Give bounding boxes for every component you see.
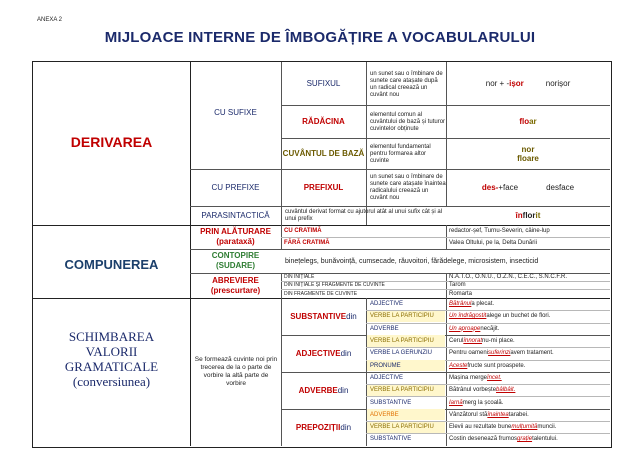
initials-fragments-example: Tarom [449, 282, 466, 288]
root-term: RĂDĂCINA [302, 117, 345, 126]
conversion-example-pre: Cerul [449, 338, 464, 345]
conversion-example-word: Un aproape [449, 325, 481, 332]
conversion-example-word: Iarnă [449, 399, 463, 406]
fragments-term: DIN FRAGMENTE DE CUVINTE [284, 290, 358, 297]
conversion-group-name: ADVERBE [298, 385, 338, 395]
parasynthetic-definition: cuvântul derivat format cu ajutorul atât al unui sufix cât și al unui prefix [285, 208, 443, 222]
conversion-example-post: necăjit. [480, 325, 500, 332]
suffix-example-base: nor + - [485, 79, 510, 88]
conversion-example-word: mulțumită [511, 424, 538, 431]
prefixes-label: CU PREFIXE [211, 183, 260, 192]
conversion-source: VERBE LA GERUNZIU [370, 350, 433, 357]
parasynthetic-example-suffix: it [535, 211, 541, 220]
annex-label: ANEXA 2 [37, 17, 63, 23]
root-definition: elementul comun al cuvântului de bază și tuturor cuvintelor obținute [370, 112, 446, 132]
conversion-example-pre: Costin desenează frumos [449, 436, 518, 443]
conversion-group-name: SUBSTANTIVE [290, 311, 347, 321]
column-divider [366, 62, 367, 225]
hyphen-term: CU CRATIMĂ [284, 228, 322, 234]
conversion-example [449, 421, 610, 433]
conversion-example-word: Bătrânul [449, 301, 472, 308]
conversion-example-post: avem tratament. [510, 350, 554, 357]
initials-example: N.A.T.O., O.N.U., O.Z.N., C.E.C., S.N.C.F.R. [449, 274, 568, 280]
juxtaposition-label-line2: (parataxă) [216, 237, 255, 246]
prefix-example-base: +face [498, 183, 519, 192]
parasynthetic-example [446, 206, 610, 225]
conversion-example-post: muncii. [537, 424, 557, 431]
conversion-example-post: fructe sunt proaspete. [467, 362, 526, 369]
conversion-group-suffix: din [340, 422, 352, 432]
conversion-example-post: talentului. [532, 436, 558, 443]
conversion-source: ADVERBE [370, 325, 399, 332]
no-hyphen-term: FĂRĂ CRATIMĂ [284, 240, 330, 246]
conversion-example [449, 360, 610, 372]
prefix-example-result: desface [546, 183, 575, 192]
vocabulary-table [32, 61, 612, 448]
parasynthetic-example-root: flor [522, 211, 536, 220]
prefix-term: PREFIXUL [303, 183, 344, 192]
conversion-example-word: încet. [487, 374, 502, 381]
conversion-source: VERBE LA PARTICIPIU [367, 422, 445, 433]
conversion-group-label [281, 335, 366, 372]
conversion-example [449, 298, 610, 310]
suffix-definition: un sunet sau o îmbinare de sunete care atașate după un radical creează un cuvânt nou [370, 70, 443, 98]
fragments-example: Romarta [449, 290, 473, 297]
base-word-definition: elementul fundamental pentru formarea altor cuvinte [370, 143, 431, 164]
conversion-example [449, 372, 610, 384]
prefix-example [446, 169, 610, 206]
abbreviation-label-line2: (prescurtare) [210, 285, 261, 295]
conversion-example-word: înaintea [487, 411, 509, 418]
conversion-example-pre: Elevii au rezultate bune [449, 424, 512, 431]
contraction-example: binețelegs, bunăvoință, cumsecade, răuvoitori, fărădelege, microsistem, insecticid [285, 257, 539, 265]
contraction-label [190, 249, 281, 273]
conversion-example-post: nu-mi place. [482, 338, 515, 345]
parasynthetic-label: PARASINTACTICĂ [201, 211, 270, 220]
suffix-example [446, 62, 610, 105]
conversion-example [449, 409, 610, 421]
initials-fragments-term: DIN INIȚIALE ȘI FRAGMENTE DE CUVINTE [284, 282, 385, 288]
conversion-example-post: merg la școală. [462, 399, 504, 406]
contraction-label-line1: CONTOPIRE [211, 251, 260, 260]
conversion-example [449, 347, 610, 359]
conversion-example-word: suferinzi [488, 350, 511, 357]
conversion-example-word: Un îndrăgostit [449, 313, 487, 320]
conversion-example [449, 335, 610, 347]
base-word-example [446, 138, 610, 169]
conversion-heading [33, 314, 190, 404]
composition-heading: COMPUNEREA [64, 256, 159, 272]
conversion-source: VERBE LA PARTICIPIU [367, 311, 445, 322]
conversion-group-name: ADJECTIVE [295, 348, 341, 358]
conversion-example [449, 396, 610, 408]
conversion-example-pre: Mașina merge [449, 374, 488, 381]
base-word-example-2: floare [517, 153, 539, 163]
contraction-label-line2: (SUDARE) [215, 261, 256, 270]
juxtaposition-label-line1: PRIN ALĂTURARE [200, 227, 271, 236]
conversion-group-name: PREPOZIȚII [295, 422, 341, 432]
suffix-term: SUFIXUL [306, 79, 341, 88]
conversion-example-post: a plecat. [471, 301, 495, 308]
prefix-definition: un sunet sau o îmbinare de sunete care atașate înaintea radicalului creează un cuvânt nou [370, 174, 446, 201]
conversion-example-pre: Pentru oameni [449, 350, 489, 357]
conversion-example [449, 323, 610, 335]
conversion-source: ADJECTIVE [370, 374, 404, 381]
root-example-suffix: ar [529, 117, 537, 126]
conversion-example-word: bâlbâit. [496, 387, 516, 394]
conversion-example-word: Aceste [449, 362, 468, 369]
conversion-example-word: grație [517, 436, 533, 443]
conversion-example [449, 310, 610, 322]
conversion-group-suffix: din [346, 311, 357, 321]
conversion-example [449, 384, 610, 396]
conversion-source: VERBE LA PARTICIPIU [367, 335, 445, 346]
juxtaposition-label [190, 225, 281, 249]
base-word-example-1: nor [521, 144, 535, 154]
initials-term: DIN INIȚIALE [284, 274, 315, 280]
prefix-example-prefix: des- [481, 183, 499, 192]
conversion-source: ADVERBE [367, 409, 445, 420]
parasynthetic-example-prefix: în [515, 211, 523, 220]
conversion-source: ADJECTIVE [370, 301, 404, 308]
conversion-heading-line2: VALORII [85, 344, 138, 359]
conversion-source: SUBSTANTIVE [370, 436, 412, 443]
base-word-term: CUVÂNTUL DE BAZĂ [282, 149, 365, 158]
conversion-example-pre: Bătrânul vorbește [449, 387, 497, 394]
abbreviation-label [190, 273, 281, 298]
column-divider [281, 273, 282, 298]
conversion-group-suffix: din [337, 385, 349, 395]
column-divider [446, 273, 447, 298]
conversion-group-label [281, 409, 366, 446]
conversion-source: VERBE LA PARTICIPIU [367, 385, 445, 396]
conversion-source: SUBSTANTIVE [370, 399, 412, 406]
conversion-heading-line4: (conversiunea) [72, 374, 151, 389]
root-example [446, 105, 610, 138]
conversion-source: PRONUME [367, 360, 445, 371]
conversion-group-label [281, 372, 366, 409]
conversion-example [449, 433, 610, 445]
no-hyphen-example: Valea Oltului, pe la, Delta Dunării [449, 240, 537, 246]
conversion-description: Se formează cuvinte noi prin trecerea de la o parte de vorbire la altă parte de vorbire [194, 356, 278, 387]
page-title: MIJLOACE INTERNE DE ÎMBOGĂȚIRE A VOCABULARULUI [104, 29, 536, 46]
conversion-group-suffix: din [340, 348, 352, 358]
conversion-example-post: tarabei. [508, 411, 529, 418]
conversion-group-label [281, 298, 366, 335]
conversion-heading-line3: GRAMATICALE [64, 359, 159, 374]
hyphen-example: redactor-șef, Turnu-Severin, câine-lup [449, 228, 550, 234]
suffix-example-result: norișor [545, 79, 571, 88]
conversion-example-post: alege un buchet de flori. [486, 313, 551, 320]
suffix-example-suffix: ișor [509, 79, 524, 88]
suffixes-label: CU SUFIXE [214, 107, 257, 117]
conversion-example-pre: Vânzătorul stă [449, 411, 488, 418]
derivation-heading: DERIVAREA [70, 134, 153, 150]
abbreviation-label-line1: ABREVIERE [212, 275, 259, 285]
conversion-heading-line1: SCHIMBAREA [68, 329, 155, 344]
root-example-root: flo [519, 117, 530, 126]
conversion-example-word: înnorat [463, 338, 483, 345]
